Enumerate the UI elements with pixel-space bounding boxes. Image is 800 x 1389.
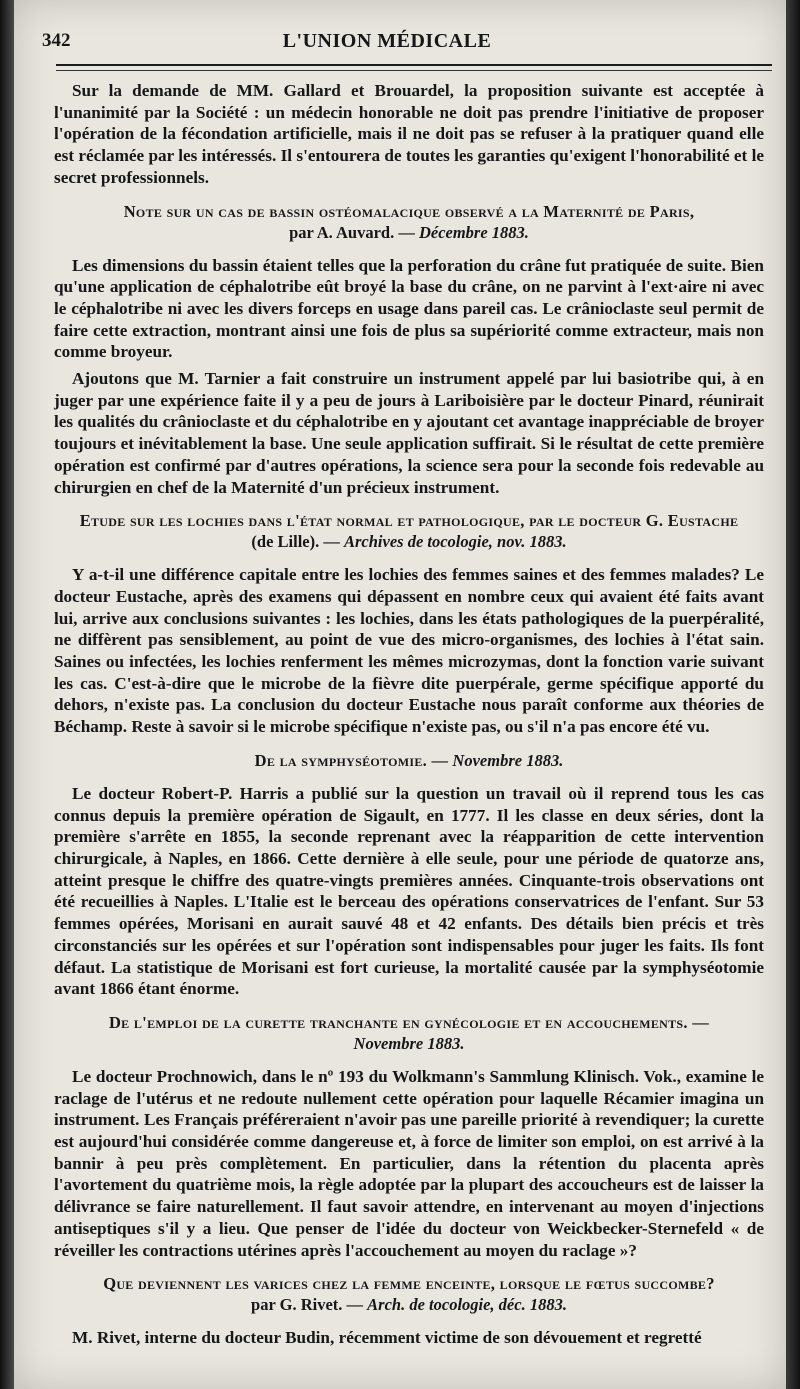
heading-source: Arch. de tocologie, déc. 1883. xyxy=(367,1295,567,1315)
running-title: L'UNION MÉDICALE xyxy=(282,30,492,52)
paragraph: Le docteur Prochnowich, dans le nº 193 du Wolkmann's Sammlung Klinisch. Vok., examine le raclage de l'utérus et ne redoute nullement cette opération pour laquelle Récamier imagina un instrument. Les Français préféreraient n'avoir pas une pareille priorité à revendiquer; la curette est aujourd'hui considérée comme dangereuse et, à force de limiter son emploi, on est arrivé à la bannir à peu près complètement. En particulier, dans la rétention du placenta après l'avortement du quatrième mois, la règle adoptée par la plupart des accoucheurs est de laisser la délivrance se faire naturellement. Il faut savoir attendre, en intervenant au moyen d'injections antiseptiques s'il y a lieu. Que penser de l'idée du docteur von Weickbecker-Sternefeld « de réveiller les contractions utérines après l'accouchement au moyen du raclage »? xyxy=(54,1066,764,1260)
heading-byline: par G. Rivet. — xyxy=(251,1295,364,1315)
paragraph: Sur la demande de MM. Gallard et Brouardel, la proposition suivante est acceptée à l'unanimité par la Société : un médecin honorable ne doit pas prendre l'initiative de proposer l'opération de la fécondation artificielle, mais il ne doit pas se refuser à la pratiquer quand elle est réclamée par les intéressés. Il s'entourera de toutes les garanties qu'exigent l'honorabilité et le secret professionnels. xyxy=(54,81,764,187)
heading-title: De l'emploi de la curette tranchante en gynécologie et en accouchements. — xyxy=(108,1012,710,1032)
section-heading xyxy=(54,1273,764,1315)
paragraph: Ajoutons que M. Tarnier a fait construire un instrument appelé par lui basiotribe qui, à en juger par une expérience faite il y a peu de jours à Lariboisière par le docteur Pinard, réunirait les qualités du crânioclaste et du céphalotribe en y ajoutant cet avantage inappréciable de broyer toujours et inévitablement la base. Une seule application suffirait. Si le résultat de cette première opération est confirmé par d'autres opérations, la science sera pour la seconde fois redevable au chirurgien en chef de la Maternité d'un précieux instrument. xyxy=(54,369,764,497)
heading-title: Note sur un cas de bassin ostéomalacique observé a la Maternité de Paris, xyxy=(123,201,695,221)
paragraph: Les dimensions du bassin étaient telles que la perforation du crâne fut pratiquée de suite. Bien qu'une application de céphalotribe eût broyé la base du crâne, on ne parvint à l'ext·aire ni avec le céphalotribe ni avec les divers forceps en usage dans pareil cas. Le crânioclaste seul permit de faire cette extraction, montrant ainsi une fois de plus sa supériorité comme extracteur, mais non comme broyeur. xyxy=(54,255,764,362)
page-number: 342 xyxy=(42,30,71,51)
heading-source: Archives de tocologie, nov. 1883. xyxy=(344,532,567,552)
paragraph: Le docteur Robert-P. Harris a publié sur la question un travail où il reprend tous les cas connus depuis la première opération de Sigault, en 1777. Il les classe en deux séries, dont la première s'arrête en 1855, la seconde reprenant avec la réapparition de cette intervention chirurgicale, à Naples, en 1866. Cette dernière à elle seule, pour une période de quatorze ans, atteint presque le chiffre des quatre-vingts premières années. Cinquante-trois observations ont été recueillies à Naples. L'Italie est le berceau des opérations conservatrices de l'enfant. Sur 53 femmes opérées, Morisani en aurait sauvé 48 et 42 enfants. Des détails bien précis et très circonstanciés sur les opérées et sur l'opération sont indispensables pour juger les faits. Ils font défaut. La statistique de Morisani est fort curieuse, la mortalité causée par la symphyséotomie avant 1866 étant énorme. xyxy=(54,783,764,999)
heading-byline: par A. Auvard. xyxy=(289,222,395,242)
heading-source: Novembre 1883. xyxy=(452,750,564,770)
header-rule xyxy=(56,64,772,66)
scan-edge-right xyxy=(786,0,800,1389)
scan-edge-left xyxy=(0,0,14,1389)
section-heading: Note sur un cas de bassin ostéomalacique observé a la Maternité de Paris, par A. Auvard. — Décembre 1883. xyxy=(123,201,695,242)
section-heading xyxy=(54,510,764,552)
paragraph: Y a-t-il une différence capitale entre les lochies des femmes saines et des femmes malades? Le docteur Eustache, après des examens qui dépassent en nombre ceux qui avaient été faits avant lui, arrive aux conclusions suivantes : les lochies, dans les états pathologiques de la puerpéralité, ne diffèrent pas sensiblement, au point de vue des micro-organismes, des lochies à l'état sain. Saines ou infectées, les lochies renferment les mêmes microzymas, dont la fonction varie suivant les cas. C'est-à-dire que le microbe de la fièvre dite puerpérale, germe spécifique apporté du dehors, n'existe pas. La conclusion du docteur Eustache nous paraît conforme aux théories de Béchamp. Reste à savoir si le microbe spécifique n'existe pas, ou s'il n'a pas encore été vu. xyxy=(54,565,764,737)
header-rule-thin xyxy=(56,70,772,71)
section-heading xyxy=(54,750,764,771)
heading-title: Etude sur les lochies dans l'état normal et pathologique, par le docteur G. Eustache xyxy=(79,511,739,531)
section-heading xyxy=(54,1012,764,1054)
heading-byline: (de Lille). — xyxy=(251,532,340,552)
article-body xyxy=(54,80,764,1354)
journal-page xyxy=(14,0,786,1389)
page-header xyxy=(28,30,746,56)
heading-title: De la symphyséotomie. — xyxy=(254,750,449,770)
heading-source: Décembre 1883. xyxy=(418,222,529,242)
heading-source: Novembre 1883. xyxy=(353,1033,465,1053)
heading-title: Que deviennent les varices chez la femme enceinte, lorsque le fœtus succombe? xyxy=(103,1274,715,1294)
paragraph: M. Rivet, interne du docteur Budin, récemment victime de son dévouement et regretté xyxy=(72,1328,702,1348)
